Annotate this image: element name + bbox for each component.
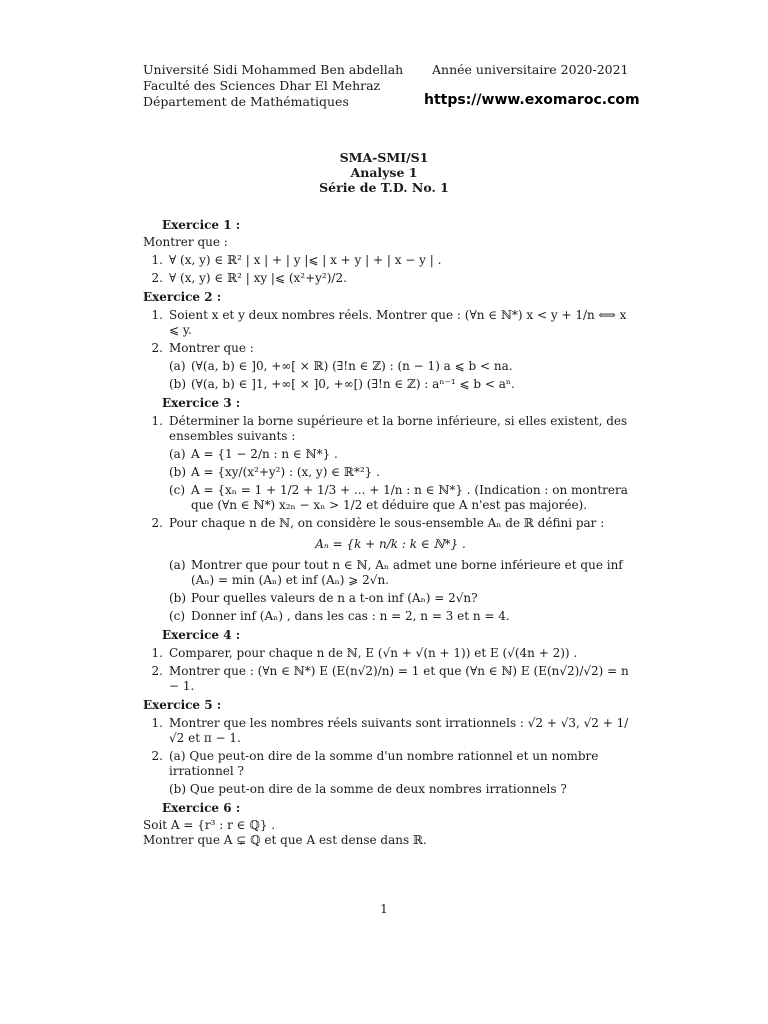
item-number: 1. [151,414,163,428]
exercise-2-sub-a [169,359,638,374]
set-definition-formula: Aₙ = {k + n/k : k ∈ ℕ*} . [315,537,466,551]
item-text: Comparer, pour chaque n de ℕ, E (√n + √(n + 1)) et E (√(4n + 2)) . [169,646,578,660]
exercise-4-item-2 [143,664,638,694]
exercise-1-item-1 [143,253,638,268]
sub-text: (∀(a, b) ∈ ]1, +∞[ × ]0, +∞[) (∃!n ∈ ℤ) : aⁿ⁻¹ ⩽ b < aⁿ. [191,377,515,391]
item-text: (b) Que peut-on dire de la somme de deux nombres irrationnels ? [169,782,567,796]
exercise-6-line-2: Montrer que A ⊊ ℚ et que A est dense dans ℝ. [143,833,427,847]
document-title [0,150,768,195]
sub-text: Pour quelles valeurs de n a t-on inf (Aₙ) = 2√n? [191,591,478,605]
exercise-3-item-2 [143,516,638,531]
item-number: 2. [151,341,163,355]
exercise-3-sub-b [169,465,638,480]
item-number: 1. [151,716,163,730]
exercise-5-item-2b [143,782,638,797]
exercise-3-sub-a [169,447,638,462]
page-number: 1 [380,902,388,916]
item-text: ∀ (x, y) ∈ ℝ² | xy |⩽ (x²+y²)/2. [169,271,347,285]
exercise-3-item-1 [143,414,638,444]
item-text: (a) Que peut-on dire de la somme d'un nombre rationnel et un nombre irrationnel ? [169,749,599,778]
item-text: Pour chaque n de ℕ, on considère le sous-ensemble Aₙ de ℝ défini par : [169,516,605,530]
sub-text: A = {xₙ = 1 + 1/2 + 1/3 + ... + 1/n : n ∈ ℕ*} . (Indication : on montrera que (∀n ∈ ℕ*) x₂ₙ − xₙ > 1/2 et déduire que A n'est pas majorée). [191,483,628,512]
item-text: Montrer que : (∀n ∈ ℕ*) E (E(n√2)/n) = 1 et que (∀n ∈ ℕ) E (E(n√2)/√2) = n − 1. [169,664,629,693]
website-url[interactable]: https://www.exomaroc.com [424,92,640,108]
item-number: 2. [151,664,163,678]
sub-label: (c) [169,483,186,497]
exercise-4-title: Exercice 4 : [162,628,241,642]
item-number: 2. [151,516,163,530]
sub-label: (b) [169,377,187,391]
exercise-3-title: Exercice 3 : [162,396,241,410]
department-name: Département de Mathématiques [143,94,349,109]
exercise-1-intro: Montrer que : [143,235,228,249]
sub-text: A = {1 − 2/n : n ∈ ℕ*} . [191,447,338,461]
exercise-2-sub-b [169,377,638,392]
sub-text: Montrer que pour tout n ∈ ℕ, Aₙ admet une borne inférieure et que inf (Aₙ) = min (Aₙ) et inf (Aₙ) ⩾ 2√n. [191,558,623,587]
exercise-4-item-1 [143,646,638,661]
exercise-3-2-sub-a [169,558,638,588]
exercise-5-item-1 [143,716,638,746]
sub-text: A = {xy/(x²+y²) : (x, y) ∈ ℝ*²} . [191,465,380,479]
item-text: Soient x et y deux nombres réels. Montrer que : (∀n ∈ ℕ*) x < y + 1/n ⟺ x ⩽ y. [169,308,627,337]
sub-label: (b) [169,465,187,479]
exercise-5-title: Exercice 5 : [143,698,222,712]
item-number [143,782,169,797]
exercise-1-item-2 [143,271,638,286]
item-number: 2. [151,271,163,285]
sub-text: (∀(a, b) ∈ ]0, +∞[ × ℝ) (∃!n ∈ ℤ) : (n − 1) a ⩽ b < na. [191,359,513,373]
exercise-6-line-1: Soit A = {r³ : r ∈ ℚ} . [143,818,276,832]
exercise-3-sub-c [169,483,638,513]
item-number: 1. [151,253,163,267]
exercise-2-item-2 [143,341,638,356]
university-name: Université Sidi Mohammed Ben abdellah [143,62,404,77]
sub-label: (a) [169,447,186,461]
academic-year: Année universitaire 2020-2021 [432,62,629,77]
institution-header [143,62,403,110]
exercise-3-2-sub-b [169,591,638,606]
sub-text: Donner inf (Aₙ) , dans les cas : n = 2, n = 3 et n = 4. [191,609,510,623]
item-text: Déterminer la borne supérieure et la borne inférieure, si elles existent, des ensembles suivants : [169,414,628,443]
item-number: 1. [151,308,163,322]
sub-label: (a) [169,359,186,373]
faculty-name: Faculté des Sciences Dhar El Mehraz [143,78,381,93]
series-title: Série de T.D. No. 1 [319,180,449,195]
exercise-5-item-2a [143,749,638,779]
sub-label: (c) [169,609,186,623]
program-title: SMA-SMI/S1 [339,150,429,165]
item-text: Montrer que : [169,341,254,355]
exercise-3-2-sub-c [169,609,638,624]
item-number: 2. [151,749,163,763]
sub-label: (b) [169,591,187,605]
item-text: Montrer que les nombres réels suivants sont irrationnels : √2 + √3, √2 + 1/√2 et π − 1. [169,716,629,745]
item-text: ∀ (x, y) ∈ ℝ² | x | + | y |⩽ | x + y | + | x − y | . [169,253,442,267]
exercise-2-title: Exercice 2 : [143,290,222,304]
exercise-1-title: Exercice 1 : [162,218,241,232]
exercise-6-title: Exercice 6 : [162,801,241,815]
exercise-2-item-1 [143,308,638,338]
sub-label: (a) [169,558,186,572]
exercise-content [143,214,638,848]
item-number: 1. [151,646,163,660]
course-title: Analyse 1 [350,165,418,180]
